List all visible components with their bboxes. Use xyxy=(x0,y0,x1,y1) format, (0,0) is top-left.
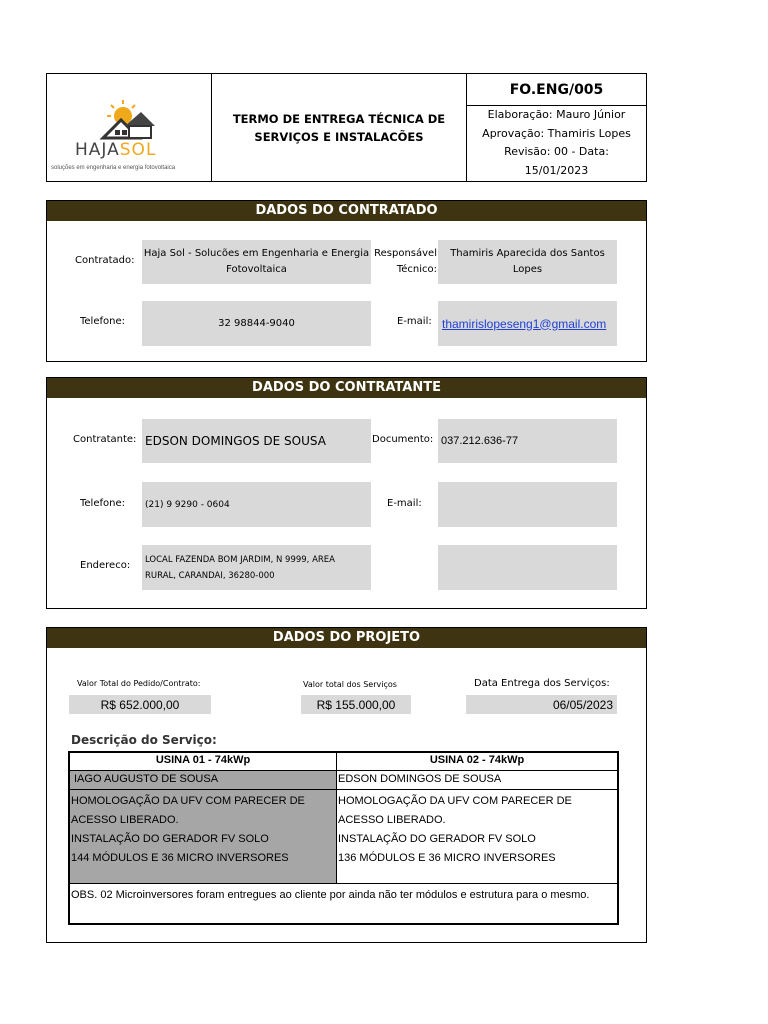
endereco-label: Endereco: xyxy=(80,560,131,571)
contratante-field xyxy=(142,419,371,463)
valor-servicos-field xyxy=(301,695,411,714)
usina2-line: HOMOLOGAÇÃO DA UFV COM PARECER DE xyxy=(338,795,572,807)
contratado-field xyxy=(142,240,371,284)
valor-total-field xyxy=(69,695,211,714)
usina1-description xyxy=(71,792,305,868)
table-row-divider-1 xyxy=(70,770,617,771)
email-link[interactable]: thamirislopeseng1@gmail.com xyxy=(442,316,607,331)
usina2-line: 136 MÓDULOS E 36 MICRO INVERSORES xyxy=(338,852,556,864)
data-entrega-label: Data Entrega dos Serviços: xyxy=(474,678,610,689)
usina2-header: USINA 02 - 74kWp xyxy=(429,754,525,766)
elaboracao: Elaboração: Mauro Júnior xyxy=(487,108,626,121)
usina1-line: HOMOLOGAÇÃO DA UFV COM PARECER DE xyxy=(71,795,305,807)
service-table xyxy=(68,751,619,925)
endereco-field xyxy=(142,545,371,590)
valor-total-value: R$ 652.000,00 xyxy=(100,697,180,712)
table-row-divider-2 xyxy=(70,789,617,790)
endereco-value: LOCAL FAZENDA BOM JARDIM, N 9999, AREA RURAL, CARANDAI, 36280-000 xyxy=(145,554,335,581)
table-col-divider xyxy=(336,753,337,883)
data-entrega-field xyxy=(466,695,617,714)
responsavel-label: Responsável Técnico: xyxy=(374,248,437,275)
logo-brand xyxy=(75,140,156,160)
contratante-email-field xyxy=(438,482,617,527)
logo-brand-text: HAJASOL xyxy=(75,140,157,160)
logo-tagline: soluções em engenharia e energia fotovoltaica xyxy=(51,165,176,171)
responsavel-field xyxy=(438,240,617,284)
section-contratado xyxy=(46,200,647,362)
endereco-extra-field xyxy=(438,545,617,590)
telefone-label: Telefone: xyxy=(80,316,125,327)
contratado-value: Haja Sol - Solucões em Engenharia e Energia Fotovoltaica xyxy=(143,248,370,275)
observation-text: OBS. 02 Microinversores foram entregues ao cliente por ainda não ter módulos e estrutura para o mesmo. xyxy=(71,889,590,901)
usina2-line: INSTALAÇÃO DO GERADOR FV SOLO xyxy=(338,833,536,845)
valor-total-label: Valor Total do Pedido/Contrato: xyxy=(77,679,201,688)
contratado-label: Contratado: xyxy=(75,255,135,266)
valor-servicos-value: R$ 155.000,00 xyxy=(316,697,396,712)
responsavel-value: Thamiris Aparecida dos Santos Lopes xyxy=(450,248,605,275)
company-logo xyxy=(47,74,211,181)
section-title-contratante: DADOS DO CONTRATANTE xyxy=(47,378,646,398)
documento-label: Documento: xyxy=(372,434,434,445)
usina1-client: IAGO AUGUSTO DE SOUSA xyxy=(74,773,219,785)
section-title-contratado: DADOS DO CONTRATADO xyxy=(47,201,646,221)
email-label: E-mail: xyxy=(397,316,432,327)
data-entrega-value: 06/05/2023 xyxy=(552,697,613,712)
usina2-line: ACESSO LIBERADO. xyxy=(338,814,446,826)
usina1-line: INSTALAÇÃO DO GERADOR FV SOLO xyxy=(71,833,269,845)
contratante-value: EDSON DOMINGOS DE SOUSA xyxy=(145,434,326,448)
telefone-value: 32 98844-9040 xyxy=(218,318,295,329)
document-title-text: TERMO DE ENTREGA TÉCNICA DE SERVIÇOS E INSTALACÕES xyxy=(232,111,446,144)
revision-date: 15/01/2023 xyxy=(524,163,589,177)
document-metadata xyxy=(467,106,646,180)
usina2-description xyxy=(338,792,572,868)
revisao: Revisão: 00 - Data: xyxy=(504,145,609,158)
contratante-telefone-value: (21) 9 9290 - 0604 xyxy=(145,499,230,510)
contratante-telefone-field xyxy=(142,482,371,527)
contratante-label: Contratante: xyxy=(73,434,137,445)
document-title xyxy=(212,74,466,181)
section-title-projeto: DADOS DO PROJETO xyxy=(47,628,646,648)
documento-value: 037.212.636-77 xyxy=(441,435,519,447)
usina1-line: ACESSO LIBERADO. xyxy=(71,814,179,826)
descricao-label: Descrição do Serviço: xyxy=(71,733,217,747)
usina1-line: 144 MÓDULOS E 36 MICRO INVERSORES xyxy=(71,852,289,864)
telefone-field xyxy=(142,301,371,346)
contratante-telefone-label: Telefone: xyxy=(80,498,125,509)
documento-field xyxy=(438,419,617,463)
document-code: FO.ENG/005 xyxy=(509,81,604,98)
sun-house-icon xyxy=(95,96,165,142)
usina2-client: EDSON DOMINGOS DE SOUSA xyxy=(338,773,502,785)
aprovacao: Aprovação: Thamiris Lopes xyxy=(482,126,631,140)
contratante-email-label: E-mail: xyxy=(387,498,422,509)
document-header xyxy=(46,73,647,182)
valor-servicos-label: Valor total dos Serviços xyxy=(303,680,397,689)
section-contratante xyxy=(46,377,647,609)
usina1-header: USINA 01 - 74kWp xyxy=(155,754,251,766)
table-row-divider-3 xyxy=(70,883,617,884)
email-field xyxy=(438,301,617,346)
section-projeto xyxy=(46,627,647,943)
